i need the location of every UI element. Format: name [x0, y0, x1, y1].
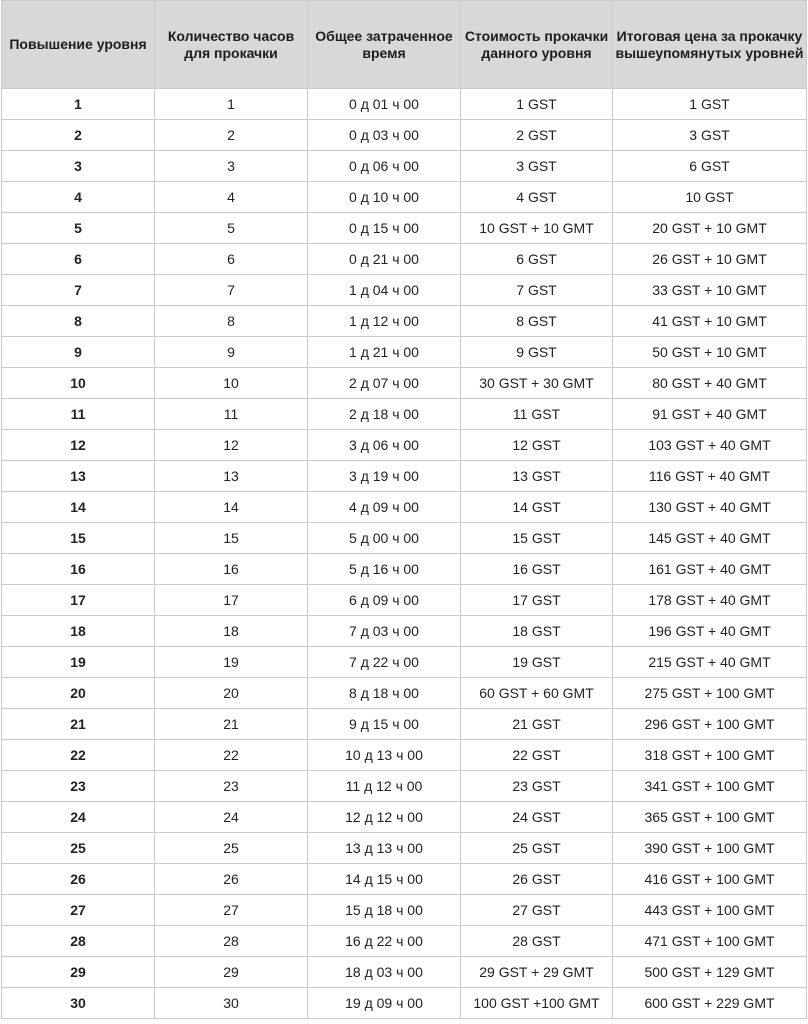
table-row	[2, 895, 807, 926]
cell-level: 26	[2, 864, 155, 895]
cell-total-time: 10 д 13 ч 00	[308, 740, 461, 771]
cell-level-cost: 25 GST	[461, 833, 613, 864]
header-cumulative-cost: Итоговая цена за прокачку вышеупомянутых уровней	[613, 1, 807, 89]
cell-total-time: 2 д 07 ч 00	[308, 368, 461, 399]
cell-level: 5	[2, 213, 155, 244]
cell-hours: 8	[155, 306, 308, 337]
cell-level: 3	[2, 151, 155, 182]
cell-level: 23	[2, 771, 155, 802]
cell-hours: 19	[155, 647, 308, 678]
cell-total-time: 1 д 12 ч 00	[308, 306, 461, 337]
cell-total-time: 1 д 21 ч 00	[308, 337, 461, 368]
cell-level-cost: 11 GST	[461, 399, 613, 430]
cell-level: 16	[2, 554, 155, 585]
cell-cumulative-cost: 471 GST + 100 GMT	[613, 926, 807, 957]
cell-level: 4	[2, 182, 155, 213]
cell-level-cost: 7 GST	[461, 275, 613, 306]
cell-hours: 26	[155, 864, 308, 895]
cell-total-time: 1 д 04 ч 00	[308, 275, 461, 306]
cell-level-cost: 6 GST	[461, 244, 613, 275]
cell-level: 22	[2, 740, 155, 771]
cell-total-time: 12 д 12 ч 00	[308, 802, 461, 833]
cell-level-cost: 29 GST + 29 GMT	[461, 957, 613, 988]
table-row	[2, 802, 807, 833]
cell-level: 25	[2, 833, 155, 864]
cell-total-time: 5 д 16 ч 00	[308, 554, 461, 585]
cell-level-cost: 23 GST	[461, 771, 613, 802]
cell-cumulative-cost: 390 GST + 100 GMT	[613, 833, 807, 864]
cell-cumulative-cost: 365 GST + 100 GMT	[613, 802, 807, 833]
cell-cumulative-cost: 26 GST + 10 GMT	[613, 244, 807, 275]
cell-level: 29	[2, 957, 155, 988]
cell-total-time: 11 д 12 ч 00	[308, 771, 461, 802]
cell-hours: 27	[155, 895, 308, 926]
table-body	[2, 89, 807, 1019]
header-row	[2, 1, 807, 89]
table-row	[2, 988, 807, 1019]
cell-level-cost: 100 GST +100 GMT	[461, 988, 613, 1019]
cell-cumulative-cost: 600 GST + 229 GMT	[613, 988, 807, 1019]
table-row	[2, 709, 807, 740]
cell-level-cost: 10 GST + 10 GMT	[461, 213, 613, 244]
table-row	[2, 306, 807, 337]
cell-hours: 1	[155, 89, 308, 120]
cell-total-time: 2 д 18 ч 00	[308, 399, 461, 430]
cell-level: 6	[2, 244, 155, 275]
cell-total-time: 7 д 22 ч 00	[308, 647, 461, 678]
table-row	[2, 647, 807, 678]
cell-level-cost: 3 GST	[461, 151, 613, 182]
cell-level: 27	[2, 895, 155, 926]
cell-cumulative-cost: 196 GST + 40 GMT	[613, 616, 807, 647]
cell-total-time: 0 д 15 ч 00	[308, 213, 461, 244]
cell-cumulative-cost: 275 GST + 100 GMT	[613, 678, 807, 709]
cell-total-time: 14 д 15 ч 00	[308, 864, 461, 895]
cell-level: 15	[2, 523, 155, 554]
header-level: Повышение уровня	[2, 1, 155, 89]
table-row	[2, 213, 807, 244]
cell-cumulative-cost: 91 GST + 40 GMT	[613, 399, 807, 430]
cell-level: 11	[2, 399, 155, 430]
table-row	[2, 864, 807, 895]
cell-cumulative-cost: 103 GST + 40 GMT	[613, 430, 807, 461]
cell-cumulative-cost: 3 GST	[613, 120, 807, 151]
cell-cumulative-cost: 6 GST	[613, 151, 807, 182]
table-row	[2, 182, 807, 213]
cell-total-time: 15 д 18 ч 00	[308, 895, 461, 926]
table-row	[2, 740, 807, 771]
cell-total-time: 7 д 03 ч 00	[308, 616, 461, 647]
cell-level-cost: 17 GST	[461, 585, 613, 616]
table-row	[2, 430, 807, 461]
cell-hours: 21	[155, 709, 308, 740]
cell-total-time: 8 д 18 ч 00	[308, 678, 461, 709]
cell-cumulative-cost: 145 GST + 40 GMT	[613, 523, 807, 554]
cell-level: 17	[2, 585, 155, 616]
cell-cumulative-cost: 10 GST	[613, 182, 807, 213]
cell-cumulative-cost: 215 GST + 40 GMT	[613, 647, 807, 678]
table-row	[2, 275, 807, 306]
cell-cumulative-cost: 416 GST + 100 GMT	[613, 864, 807, 895]
cell-level: 12	[2, 430, 155, 461]
table-row	[2, 244, 807, 275]
table-row	[2, 337, 807, 368]
cell-level-cost: 14 GST	[461, 492, 613, 523]
cell-level: 20	[2, 678, 155, 709]
cell-cumulative-cost: 296 GST + 100 GMT	[613, 709, 807, 740]
cell-level: 9	[2, 337, 155, 368]
cell-cumulative-cost: 50 GST + 10 GMT	[613, 337, 807, 368]
cell-level: 1	[2, 89, 155, 120]
cell-hours: 6	[155, 244, 308, 275]
cell-total-time: 3 д 19 ч 00	[308, 461, 461, 492]
cell-level-cost: 27 GST	[461, 895, 613, 926]
table-row	[2, 89, 807, 120]
table-row	[2, 616, 807, 647]
cell-level-cost: 4 GST	[461, 182, 613, 213]
table-row	[2, 554, 807, 585]
cell-hours: 25	[155, 833, 308, 864]
cell-level: 19	[2, 647, 155, 678]
cell-level-cost: 26 GST	[461, 864, 613, 895]
cell-hours: 18	[155, 616, 308, 647]
cell-total-time: 0 д 06 ч 00	[308, 151, 461, 182]
cell-hours: 29	[155, 957, 308, 988]
table-row	[2, 585, 807, 616]
table-row	[2, 120, 807, 151]
table-row	[2, 399, 807, 430]
cell-level-cost: 28 GST	[461, 926, 613, 957]
table-row	[2, 492, 807, 523]
cell-total-time: 3 д 06 ч 00	[308, 430, 461, 461]
cell-cumulative-cost: 500 GST + 129 GMT	[613, 957, 807, 988]
cell-level-cost: 30 GST + 30 GMT	[461, 368, 613, 399]
cell-total-time: 16 д 22 ч 00	[308, 926, 461, 957]
cell-total-time: 9 д 15 ч 00	[308, 709, 461, 740]
cell-level-cost: 16 GST	[461, 554, 613, 585]
cell-cumulative-cost: 80 GST + 40 GMT	[613, 368, 807, 399]
cell-cumulative-cost: 443 GST + 100 GMT	[613, 895, 807, 926]
cell-cumulative-cost: 116 GST + 40 GMT	[613, 461, 807, 492]
cell-hours: 5	[155, 213, 308, 244]
cell-hours: 11	[155, 399, 308, 430]
cell-cumulative-cost: 318 GST + 100 GMT	[613, 740, 807, 771]
cell-level-cost: 21 GST	[461, 709, 613, 740]
cell-level: 8	[2, 306, 155, 337]
cell-hours: 15	[155, 523, 308, 554]
cell-hours: 16	[155, 554, 308, 585]
cell-hours: 7	[155, 275, 308, 306]
cell-hours: 17	[155, 585, 308, 616]
cell-level: 10	[2, 368, 155, 399]
cell-level-cost: 9 GST	[461, 337, 613, 368]
cell-cumulative-cost: 41 GST + 10 GMT	[613, 306, 807, 337]
cell-total-time: 0 д 21 ч 00	[308, 244, 461, 275]
table-row	[2, 833, 807, 864]
cell-hours: 28	[155, 926, 308, 957]
cell-cumulative-cost: 1 GST	[613, 89, 807, 120]
cell-hours: 20	[155, 678, 308, 709]
level-cost-table	[1, 0, 807, 1019]
cell-level: 30	[2, 988, 155, 1019]
cell-level: 24	[2, 802, 155, 833]
cell-total-time: 19 д 09 ч 00	[308, 988, 461, 1019]
table-row	[2, 926, 807, 957]
cell-level: 14	[2, 492, 155, 523]
table-row	[2, 771, 807, 802]
cell-total-time: 13 д 13 ч 00	[308, 833, 461, 864]
cell-level: 21	[2, 709, 155, 740]
cell-level-cost: 8 GST	[461, 306, 613, 337]
cell-hours: 14	[155, 492, 308, 523]
cell-cumulative-cost: 341 GST + 100 GMT	[613, 771, 807, 802]
cell-cumulative-cost: 130 GST + 40 GMT	[613, 492, 807, 523]
header-level-cost: Стоимость прокачки данного уровня	[461, 1, 613, 89]
cell-hours: 2	[155, 120, 308, 151]
cell-level-cost: 24 GST	[461, 802, 613, 833]
cell-cumulative-cost: 33 GST + 10 GMT	[613, 275, 807, 306]
cell-hours: 10	[155, 368, 308, 399]
cell-level-cost: 2 GST	[461, 120, 613, 151]
cell-hours: 23	[155, 771, 308, 802]
cell-total-time: 6 д 09 ч 00	[308, 585, 461, 616]
cell-level: 13	[2, 461, 155, 492]
cell-hours: 13	[155, 461, 308, 492]
header-hours: Количество часов для прокачки	[155, 1, 308, 89]
cell-total-time: 0 д 03 ч 00	[308, 120, 461, 151]
cell-cumulative-cost: 20 GST + 10 GMT	[613, 213, 807, 244]
cell-total-time: 4 д 09 ч 00	[308, 492, 461, 523]
table-row	[2, 523, 807, 554]
cell-level-cost: 18 GST	[461, 616, 613, 647]
cell-total-time: 0 д 10 ч 00	[308, 182, 461, 213]
cell-hours: 22	[155, 740, 308, 771]
cell-hours: 9	[155, 337, 308, 368]
cell-level-cost: 15 GST	[461, 523, 613, 554]
cell-cumulative-cost: 178 GST + 40 GMT	[613, 585, 807, 616]
table-row	[2, 957, 807, 988]
cell-level: 2	[2, 120, 155, 151]
cell-hours: 3	[155, 151, 308, 182]
cell-level-cost: 12 GST	[461, 430, 613, 461]
cell-total-time: 18 д 03 ч 00	[308, 957, 461, 988]
cell-level-cost: 60 GST + 60 GMT	[461, 678, 613, 709]
header-total-time: Общее затраченное время	[308, 1, 461, 89]
cell-level: 28	[2, 926, 155, 957]
cell-level-cost: 22 GST	[461, 740, 613, 771]
cell-level-cost: 1 GST	[461, 89, 613, 120]
table-row	[2, 461, 807, 492]
table-row	[2, 368, 807, 399]
table-row	[2, 678, 807, 709]
table-header	[2, 1, 807, 89]
cell-level: 18	[2, 616, 155, 647]
cell-level: 7	[2, 275, 155, 306]
cell-total-time: 0 д 01 ч 00	[308, 89, 461, 120]
cell-hours: 12	[155, 430, 308, 461]
cell-hours: 30	[155, 988, 308, 1019]
cell-hours: 24	[155, 802, 308, 833]
cell-hours: 4	[155, 182, 308, 213]
table-row	[2, 151, 807, 182]
cell-cumulative-cost: 161 GST + 40 GMT	[613, 554, 807, 585]
cell-level-cost: 13 GST	[461, 461, 613, 492]
cell-level-cost: 19 GST	[461, 647, 613, 678]
cell-total-time: 5 д 00 ч 00	[308, 523, 461, 554]
